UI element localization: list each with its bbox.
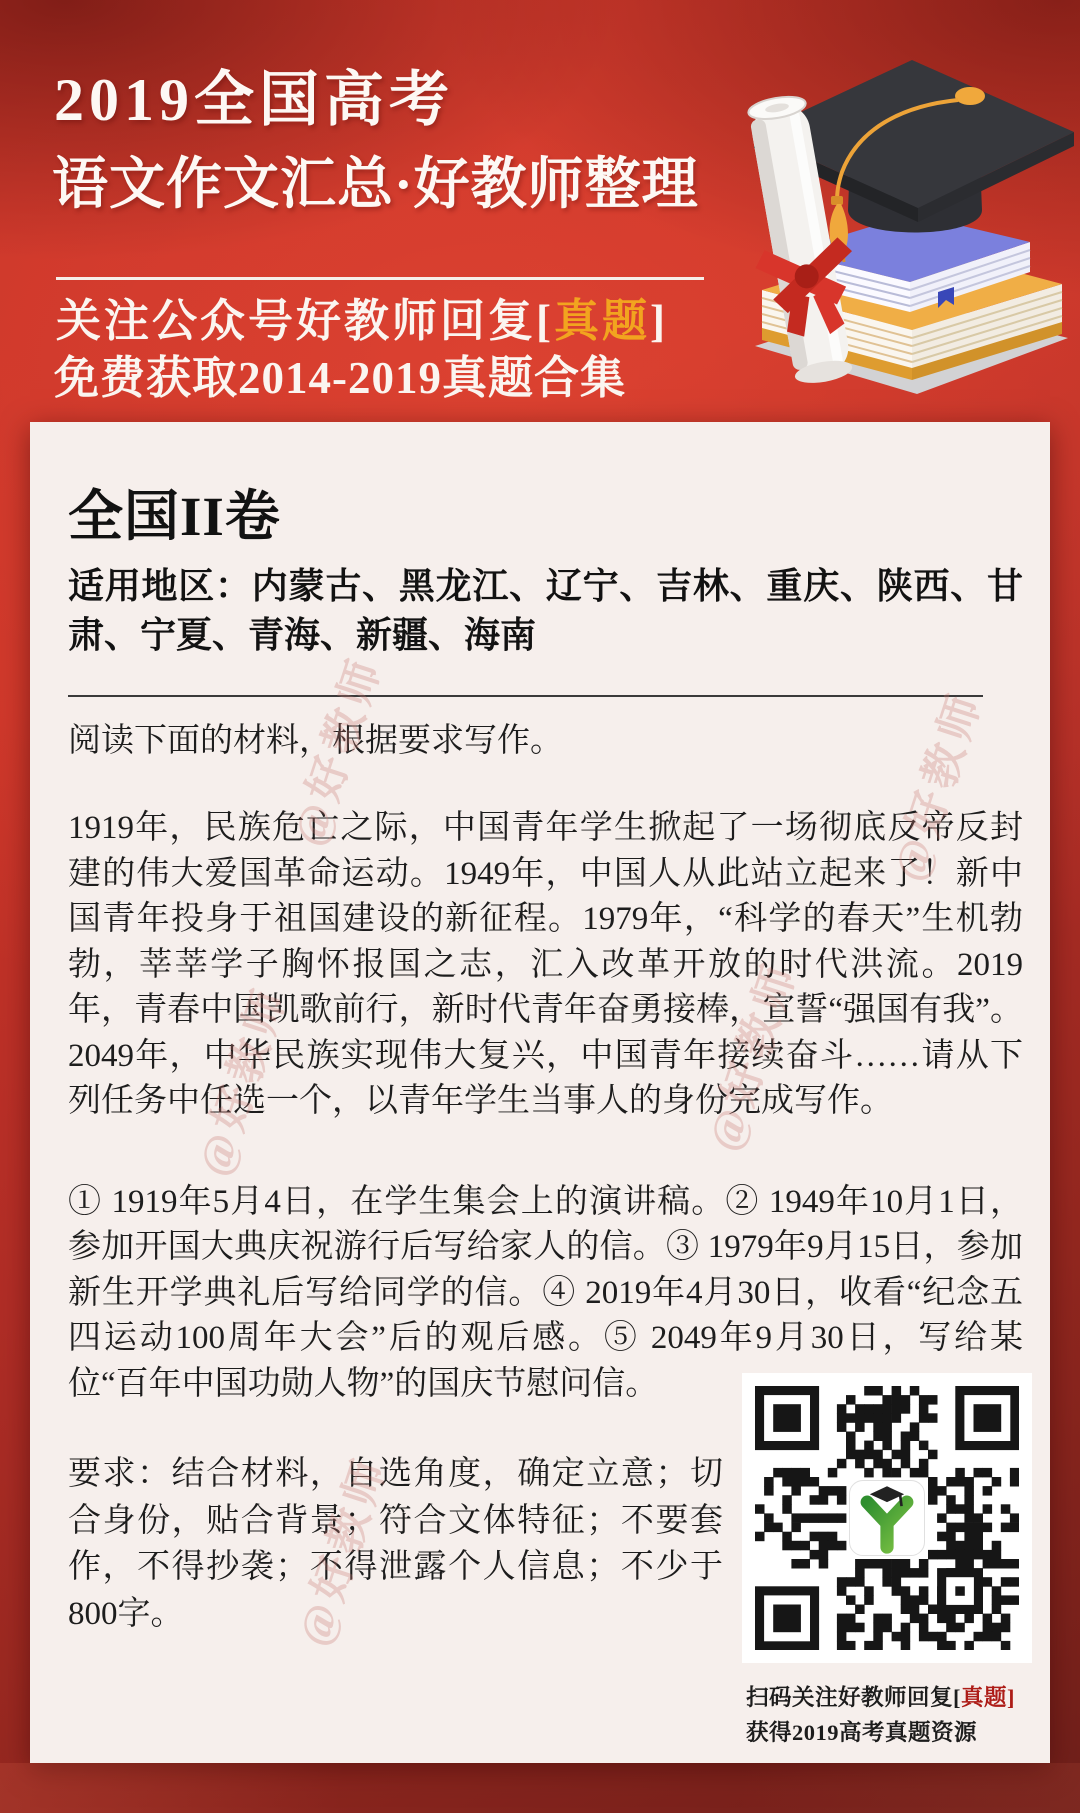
- header-divider: [56, 277, 704, 280]
- qr-caption-line2: 获得2019高考真题资源: [746, 1719, 978, 1745]
- header-subscribe-line: [56, 295, 668, 347]
- card-divider: [68, 695, 983, 697]
- header-free-collection-line: 免费获取2014-2019真题合集: [54, 353, 626, 403]
- applicable-regions: 适用地区：内蒙古、黑龙江、辽宁、吉林、重庆、陕西、甘肃、宁夏、青海、新疆、海南: [68, 566, 1023, 655]
- subscribe-highlight: 真题: [554, 296, 651, 346]
- subscribe-prefix: 关注公众号好教师回复[: [56, 296, 554, 346]
- qr-caption-prefix: 扫码关注好教师回复[: [746, 1685, 961, 1710]
- cap-button: [955, 87, 985, 105]
- qr-code: [742, 1373, 1032, 1663]
- essay-tasks: ① 1919年5月4日，在学生集会上的演讲稿。② 1949年10月1日，参加开国大典庆祝游行后写给家人的信。③ 1979年9月15日，参加新生开学典礼后写给同学的信。④ 2019年4月30日，收看“纪念五四运动100周年大会”后的观后感。⑤ 2049年9月30日，写给某位“百年中国功勋人物”的国庆节慰问信。: [68, 1183, 1023, 1402]
- good-teacher-logo-icon: [850, 1386, 924, 1650]
- qr-block: [742, 1373, 1034, 1750]
- watermark: @好教师: [189, 979, 297, 1182]
- essay-material: 1919年，民族危亡之际，中国青年学生掀起了一场彻底反帝反封建的伟大爱国革命运动。1949年，中国人从此站立起来了！新中国青年投身于祖国建设的新征程。1979年，“科学的春天”生机勃勃，莘莘学子胸怀报国之志，汇入改革开放的时代洪流。2019年，青春中国凯歌前行，新时代青年奋勇接棒，宣誓“强国有我”。2049年，中华民族实现伟大复兴，中国青年接续奋斗……请从下列任务中任选一个，以青年学生当事人的身份完成写作。: [68, 810, 1023, 1119]
- qr-caption-line1: [742, 1681, 1034, 1716]
- qr-center-logo: [849, 1480, 925, 1556]
- header-title-line2: 语文作文汇总·好教师整理: [52, 154, 699, 216]
- header-title-line1: 2019全国高考: [54, 67, 454, 133]
- bottom-light-streak: [0, 1763, 1080, 1813]
- subscribe-suffix: ]: [650, 296, 669, 346]
- watermark: @好教师: [289, 1449, 397, 1652]
- graduation-cap-books-illustration: [700, 44, 1080, 404]
- prompt-intro: 阅读下面的材料，根据要求写作。: [68, 723, 563, 759]
- qr-caption-highlight: 真题]: [961, 1685, 1015, 1710]
- essay-requirements: 要求：结合材料，自选角度，确定立意；切合身份，贴合背景；符合文体特征；不要套作，不得抄袭；不得泄露个人信息；不少于800字。: [68, 1456, 723, 1632]
- exam-volume-title: 全国II卷: [68, 486, 281, 547]
- exam-card: [30, 422, 1050, 1763]
- poster-header: [0, 0, 1080, 422]
- watermark: @好教师: [699, 954, 807, 1157]
- mini-mortarboard-icon: [870, 1486, 904, 1502]
- watermark: @好教师: [284, 649, 392, 852]
- watermark: @好教师: [884, 684, 992, 887]
